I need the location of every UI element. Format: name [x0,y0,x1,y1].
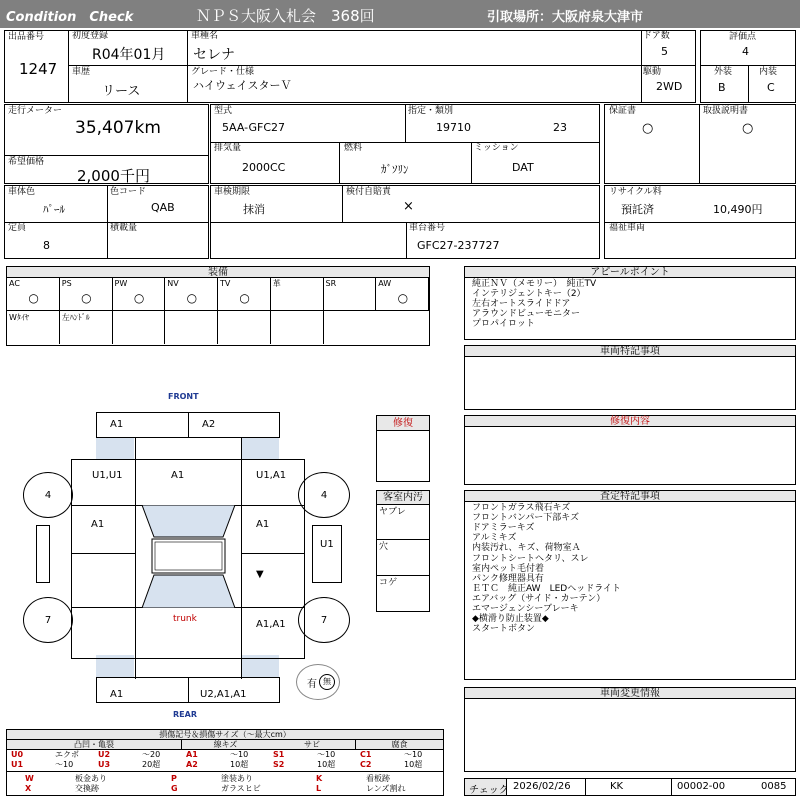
inspection-note-line: エアバッグ（サイド・カーテン） [472,593,606,604]
manual-label: 取扱説明書 [703,106,749,116]
appeal-line: プロパイロット [472,319,535,330]
equipment-value: ○ [186,291,198,305]
legend-code: A1 [186,750,198,759]
legend-desc: ～10 [404,750,423,759]
legend-code: S2 [273,760,285,769]
inspection-notes-panel [464,490,796,680]
legend-code: L [316,784,322,793]
divider [641,65,696,66]
dmg-door-front-right: A1 [256,519,270,530]
appeal-line: 純正ＮＶ（メモリー） 純正TV [472,279,597,289]
warranty-label: 保証書 [609,106,637,116]
header-banner [0,0,800,28]
tire-front-right: 4 [298,472,350,518]
divider [585,779,586,795]
checker: KK [610,781,624,792]
pickup-location: 引取場所：大阪府泉大津市 [487,10,644,25]
legend-code: C2 [360,760,372,769]
dmg-rear-bumper: U2,A1,A1 [200,689,247,700]
change-info-panel [464,687,796,772]
inspection-note-line: ＥＴＣ 純正AW LEDヘッドライト [472,583,621,594]
stain-row-burn: コゲ [379,578,398,588]
equipment-label: SR [325,279,337,288]
designation-label: 指定・類別 [408,106,454,116]
stain-row-hole: 穴 [379,542,389,552]
divider [342,186,343,222]
equipment-item-NV [165,278,218,311]
divider [211,142,599,143]
inspection-note-line: アルミキズ [472,533,517,544]
rear-label: REAR [173,710,197,719]
equipment-item-TV [218,278,271,311]
legend-code: U0 [11,750,24,759]
equipment-item-SR [324,278,377,311]
drive-label: 駆動 [643,67,662,77]
legend-desc: 板金あり [75,774,107,783]
side-panel-left [36,525,50,583]
tire-rear-left: 7 [23,597,73,643]
doors: 5 [661,45,668,58]
recycle-block [604,185,796,259]
front-label: FRONT [168,392,199,401]
fuel-label: 燃料 [344,143,363,153]
footer-check-bar [464,778,796,796]
legend-body [7,740,443,795]
legend-desc: 20超 [142,760,161,769]
legend-desc: エクボ [55,750,79,759]
divider [339,142,340,183]
designation-1: 19710 [436,121,471,134]
inspection-note-line: エマージェンシーブレーキ [472,604,579,614]
dmg-hood-right: U1,A1 [256,470,287,481]
legend-header: 凸凹・亀裂 [7,740,182,750]
auction-title: ＮＰＳ大阪入札会 368回 [196,7,375,25]
legend-desc: 10超 [317,760,336,769]
exterior-label: 外装 [714,67,733,77]
equipment-grid [7,278,429,345]
inspection-note-line: ◆横滑り防止装置◆ [472,614,549,625]
color-code: QAB [151,201,175,214]
divider [187,30,188,103]
equipment-item-革 [271,278,324,311]
brand-title: Condition Check [6,10,134,25]
legend-code: U2 [98,750,111,759]
check-date: 2026/02/26 [513,781,571,792]
doors-label: ドア数 [643,31,670,41]
divider [406,222,407,258]
mission-label: ミッション [474,143,519,153]
insurance: × [403,199,414,214]
legend-code: S1 [273,750,285,759]
divider [699,105,700,183]
appeal-points-panel [464,266,796,340]
legend-desc: 10超 [230,760,249,769]
appeal-line: 左右オートスライドドア [472,299,571,310]
docs-block [604,104,796,184]
car-name-label: 車種名 [191,31,219,41]
legend-header: サビ [269,740,356,750]
inspection-note-line: フロントバンパー下部キズ [472,513,580,524]
dmg-hood-center: A1 [171,470,185,481]
legend-desc: 10超 [404,760,423,769]
divider [377,575,429,576]
inspection-note-line: フロントシートヘタリ、スレ [472,553,589,564]
change-info-title: 車両変更情報 [465,688,795,699]
dmg-rear-right: A1,A1 [256,619,286,630]
equipment-item-AW [376,278,429,311]
divider [377,539,429,540]
grade: ハイウェイスターＶ [193,79,292,92]
equipment-label: TV [220,279,231,288]
recycle-status: 預託済 [621,203,654,216]
damage-legend [6,729,444,796]
color-label: 車体色 [8,187,36,197]
inspection-note-line: フロントガラス飛石キズ [472,503,571,513]
spare-none-icon: 無 [319,674,335,690]
mileage-label: 走行メーター [8,106,63,116]
legend-code: C1 [360,750,372,759]
repair-box [376,415,430,482]
equipment-extra-5 [271,311,324,344]
legend-code: X [25,784,32,793]
equipment-item-PS [60,278,113,311]
load-label: 積載量 [110,223,138,233]
lot-number: 1247 [19,60,58,78]
appeal-line: アラウンドビューモニター [472,309,581,320]
inspection-notes-title: 査定特記事項 [465,491,795,502]
mileage: 35,407km [75,118,161,138]
score-cell [700,30,796,66]
interior-stains-title: 客室内汚 [377,491,429,505]
history: リース [102,84,141,99]
displacement: 2000CC [242,161,286,174]
equipment-extra-6 [324,311,377,344]
divider [211,222,599,223]
equipment-label: AW [378,279,392,288]
divider [71,553,135,554]
dmg-door-front-left: A1 [91,519,105,530]
divider [188,677,189,703]
recycle-label: リサイクル料 [609,187,662,197]
lot-number-cell [4,30,69,103]
repair-content-panel [464,415,796,485]
equipment-extra-2 [113,311,166,344]
legend-desc: ～10 [55,760,74,769]
warranty: ○ [642,121,654,136]
inspection-note-line: スタートボタン [472,624,536,635]
equipment-value: ○ [28,291,39,305]
side-panel-right [312,525,342,583]
designation-2: 23 [553,121,567,134]
legend-desc: ～10 [317,750,336,759]
dmg-side-right: U1 [320,539,334,550]
dmg-hood-left: U1,U1 [92,470,123,481]
inspection-block [210,185,600,259]
equipment-value: ○ [239,291,250,305]
equipment-value: ○ [133,291,145,305]
grade-ext-int-cell [700,65,796,103]
interior-stains-box [376,490,430,612]
chassis-label: 車台番号 [409,223,446,233]
legend-code: U1 [11,760,24,769]
inspection-note-line: ドアミラーキズ [472,523,535,534]
legend-desc: ～10 [230,750,249,759]
insurance-label: 検付自賠責 [346,187,392,197]
divider [188,412,189,438]
legend-desc: 交換跡 [75,784,99,793]
capacity: 8 [43,239,50,252]
appeal-title: アピールポイント [465,267,795,278]
legend-desc: ガラスヒビ [221,784,261,793]
equipment-label: PW [114,279,128,288]
legend-code: U3 [98,760,111,769]
divider [748,66,749,102]
vehicle-notes-panel [464,345,796,410]
dmg-front-left: A1 [110,419,124,430]
history-label: 車歴 [72,67,91,77]
divider [471,142,472,183]
legend-code: P [171,774,177,783]
legend-code: A2 [186,760,198,769]
inspection-label: 車検期限 [214,187,251,197]
vehicle-notes-title: 車両特記事項 [465,346,795,357]
manual: ○ [742,121,754,136]
legend-header: 線キズ [182,740,270,750]
model: 5AA-GFC27 [222,121,286,134]
inspection-note-line: 室内ペット毛付着 [472,563,545,574]
legend-code: K [316,774,323,783]
displacement-label: 排気量 [214,143,242,153]
price-label: 希望価格 [8,157,45,167]
appeal-line: インテリジェントキー（2） [472,289,586,300]
score: 4 [742,45,749,58]
footer-num: 0085 [761,781,787,792]
equipment-label: NV [167,279,179,288]
repair-title: 修復 [377,416,429,431]
price: 2,000千円 [77,167,150,185]
divider [5,222,208,223]
inspection-note-line: 内装汚れ、キズ、荷物室Ａ [472,543,581,554]
footer-code: 00002-00 [677,781,726,792]
equipment-item-AC [7,278,60,311]
color: ﾊﾟｰﾙ [43,203,65,216]
equipment-table [6,266,430,346]
car-diagram [0,385,370,725]
model-label: 型式 [214,106,233,116]
color-code-label: 色コード [110,187,147,197]
score-label: 評価点 [729,32,757,42]
equipment-item-PW [113,278,166,311]
trunk-label: trunk [173,614,197,624]
repair-content-title: 修復内容 [465,416,795,427]
inspection-note-line: パンク修理器具有 [472,573,544,584]
tint-fl [96,437,134,459]
equipment-extra-0 [7,311,60,344]
spare-label: 有 [307,678,317,690]
mission: DAT [512,161,534,174]
exterior: B [718,81,726,94]
interior: C [767,81,775,94]
mileage-cell [4,104,209,184]
divider [241,553,305,554]
grade-label: グレード・仕様 [191,67,255,77]
car-name: セレナ [193,47,235,63]
equipment-extra-3 [165,311,218,344]
legend-header: 腐食 [356,740,443,750]
tire-front-left: 4 [23,472,73,518]
legend-desc: レンズ割れ [366,784,406,793]
capacity-label: 定員 [8,223,27,233]
info-block-1 [68,30,642,103]
color-block [4,185,209,259]
equipment-label: AC [9,279,20,288]
divider [7,771,443,772]
equipment-label: PS [61,279,72,288]
interior-label: 内装 [759,67,778,77]
equipment-value: ○ [397,291,409,305]
dmg-front-right: A2 [202,419,216,430]
cabin-glass [135,505,242,608]
recycle-fee: 10,490円 [713,203,763,216]
dmg-rear-left: A1 [110,689,124,700]
divider [68,65,642,66]
inspection: 抹消 [243,203,265,216]
equipment-extra-1 [60,311,113,344]
equipment-extra-4 [218,311,271,344]
first-reg: R04年01月 [92,47,166,63]
spec-block [210,104,600,184]
drive: 2WD [656,80,683,93]
dmg-door-rear-right: ▼ [256,569,264,580]
divider [671,779,672,795]
equipment-extra-label: 左ﾊﾝﾄﾞﾙ [61,313,90,322]
tire-rear-right: 7 [298,597,350,643]
legend-desc: ～20 [142,750,161,759]
fuel: ｶﾞｿﾘﾝ [381,163,409,176]
divider [405,105,406,142]
legend-desc: 看板跡 [366,774,390,783]
equipment-extra-label: Wﾀｲﾔ [9,313,29,322]
legend-title: 損傷記号＆損傷サイズ（～最大cm） [7,730,443,740]
first-reg-label: 初度登録 [72,31,109,41]
equipment-value: ○ [81,291,92,305]
legend-code: G [171,784,178,793]
chassis: GFC27-237727 [417,239,500,252]
tint-fr [241,437,279,459]
equipment-title: 装備 [7,267,429,278]
check-label: チェック [469,785,509,796]
legend-desc: 塗装あり [221,774,253,783]
divider [5,155,208,156]
spare-tire [296,664,340,700]
stain-row-tear: ヤブレ [379,507,406,517]
lot-number-label: 出品番号 [8,32,45,42]
equipment-label: 革 [272,279,281,288]
equipment-extra-7 [376,311,429,344]
welfare-label: 福祉車両 [609,223,646,233]
legend-code: W [25,774,34,783]
